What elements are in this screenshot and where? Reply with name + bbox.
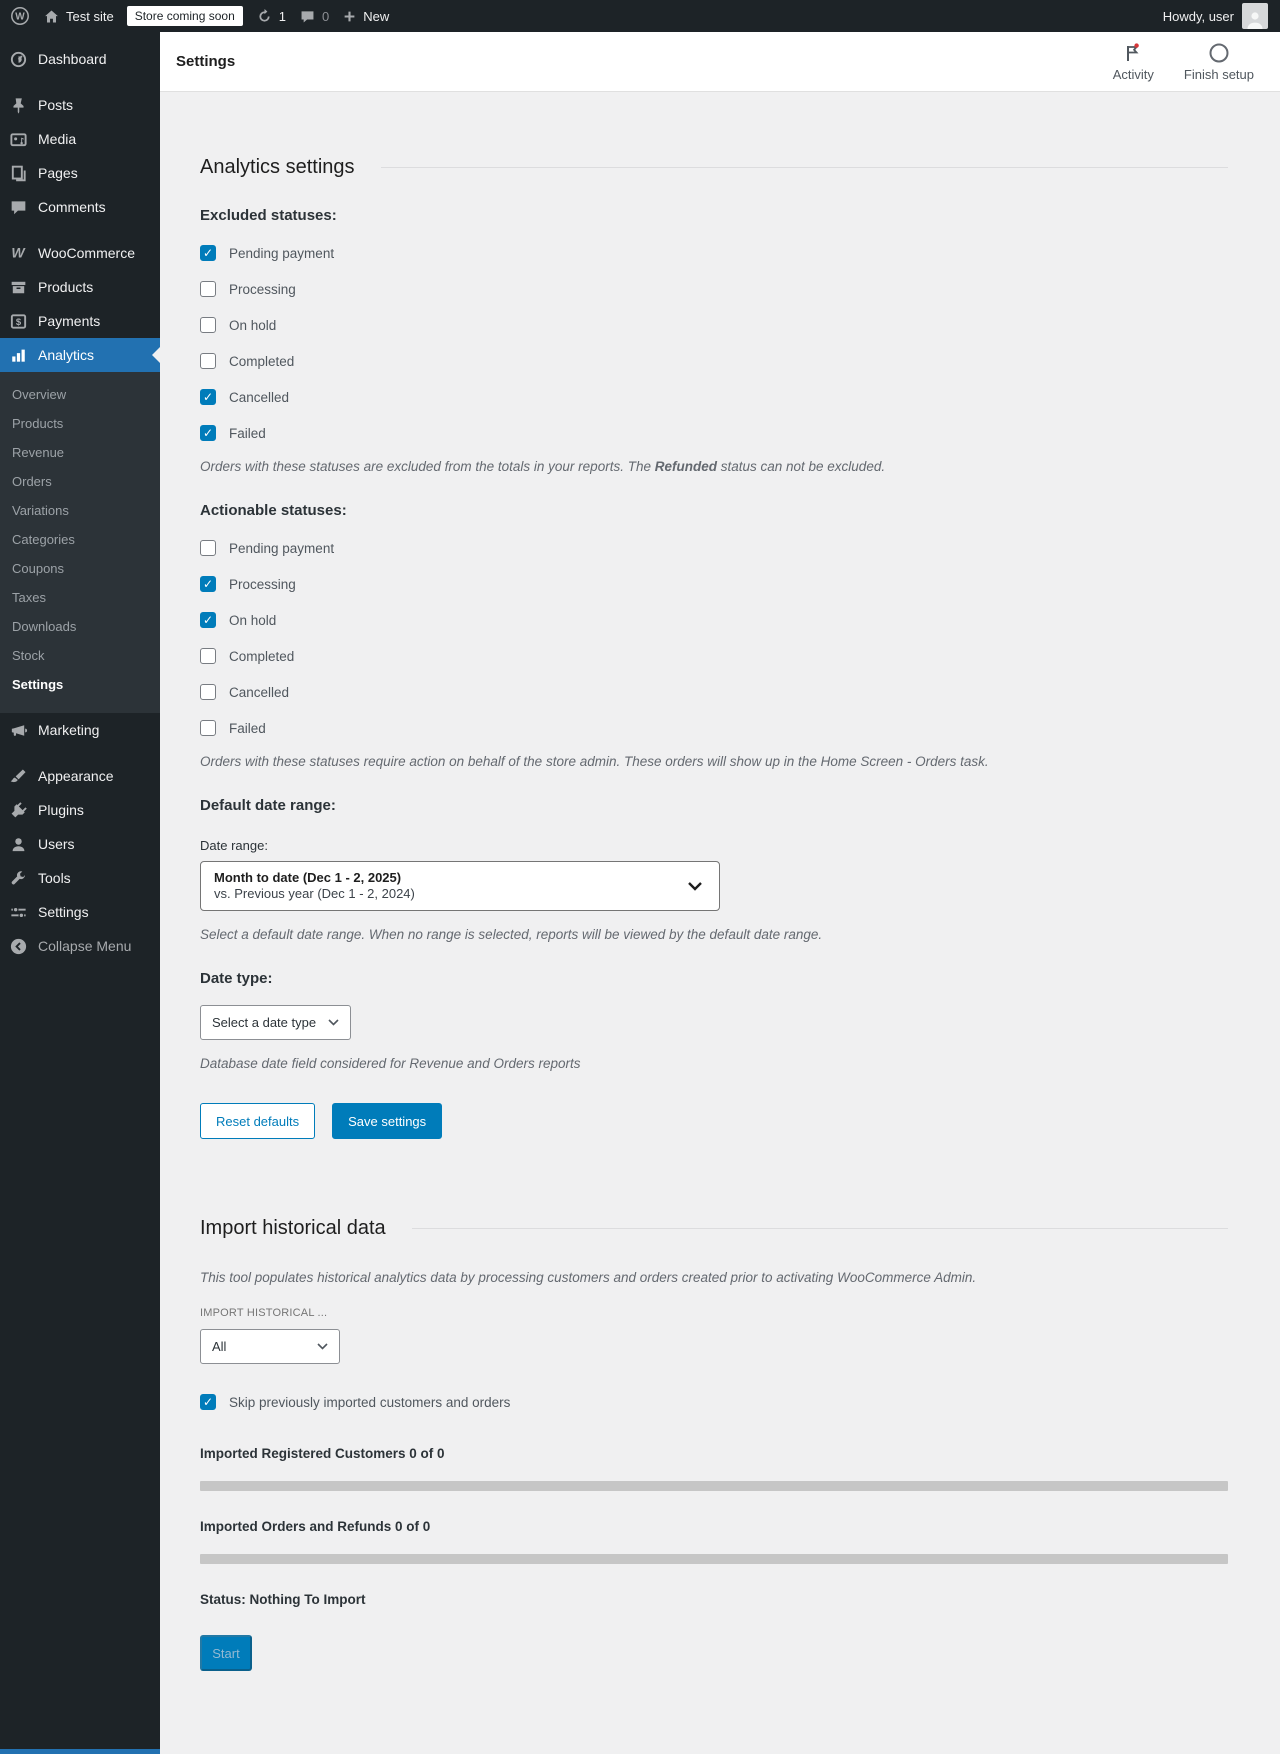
actionable-on-hold-row[interactable]: ✓ On hold [200, 610, 276, 630]
avatar [1242, 3, 1268, 29]
activity-flag-icon [1122, 42, 1144, 64]
payments-icon [8, 311, 28, 331]
checkbox[interactable] [200, 720, 216, 736]
excluded-on-hold-row[interactable]: On hold [200, 315, 276, 335]
actionable-failed-row[interactable]: Failed [200, 718, 266, 738]
bar-chart-icon [8, 345, 28, 365]
submenu-item-taxes[interactable]: Taxes [12, 590, 46, 605]
excluded-cancelled-row[interactable]: ✓ Cancelled [200, 387, 289, 407]
submenu-item-settings[interactable]: Settings [12, 677, 64, 692]
pages-icon [8, 163, 28, 183]
chevron-down-icon [687, 881, 703, 891]
checkbox[interactable] [200, 389, 216, 405]
default-date-range-heading: Default date range: [200, 797, 336, 814]
page-header [160, 32, 1280, 92]
date-type-select[interactable] [200, 1005, 351, 1040]
sidebar-item-posts[interactable]: Posts [0, 88, 160, 122]
finish-setup-button[interactable]: Finish setup [1184, 42, 1254, 82]
checkbox[interactable] [200, 540, 216, 556]
date-type-heading: Date type: [200, 970, 273, 987]
account-menu[interactable] [1163, 3, 1268, 29]
howdy-text: Howdy, user [1162, 8, 1234, 24]
checkbox[interactable] [200, 425, 216, 441]
brush-icon [8, 766, 28, 786]
plug-icon [8, 800, 28, 820]
imported-customers-progress-bar [200, 1481, 1228, 1491]
coming-soon-badge[interactable]: Store coming soon [127, 6, 243, 26]
main-content [160, 32, 1280, 1754]
excluded-failed-row[interactable]: ✓ Failed [200, 423, 266, 443]
submenu-item-revenue[interactable]: Revenue [12, 445, 65, 460]
submenu-item-categories[interactable]: Categories [12, 532, 75, 547]
sidebar-item-dashboard[interactable]: Dashboard [0, 42, 160, 76]
checkbox[interactable] [200, 648, 216, 664]
date-type-note: Database date field considered for Revenue and Orders reports [200, 1056, 581, 1071]
updates-menu[interactable] [256, 8, 286, 25]
save-settings-button[interactable]: Save settings [332, 1103, 442, 1139]
new-content-menu[interactable] [342, 9, 389, 24]
analytics-submenu [0, 372, 160, 713]
media-icon [8, 129, 28, 149]
comment-bubble-icon [299, 8, 316, 25]
wrench-icon [8, 868, 28, 888]
submenu-item-downloads[interactable]: Downloads [12, 619, 77, 634]
actionable-statuses-note: Orders with these statuses require action on behalf of the store admin. These orders will show up in the Home Screen - Orders task. [200, 754, 989, 769]
imported-orders-label: Imported Orders and Refunds 0 of 0 [200, 1519, 431, 1534]
excluded-statuses-heading: Excluded statuses: [200, 207, 337, 224]
sidebar-item-media[interactable]: Media [0, 122, 160, 156]
sidebar-item-comments[interactable]: Comments [0, 190, 160, 224]
actionable-cancelled-row[interactable]: Cancelled [200, 682, 289, 702]
checkbox[interactable] [200, 684, 216, 700]
start-import-button[interactable]: Start [200, 1635, 252, 1671]
import-description: This tool populates historical analytics data by processing customers and orders created prior to activating WooCommerce Admin. [200, 1270, 977, 1285]
checkbox[interactable] [200, 1394, 216, 1410]
checkbox[interactable] [200, 612, 216, 628]
checkbox[interactable] [200, 281, 216, 297]
imported-orders-progress-bar [200, 1554, 1228, 1564]
actionable-pending-payment-row[interactable]: Pending payment [200, 538, 334, 558]
date-range-value: Month to date (Dec 1 - 2, 2025) [214, 870, 402, 885]
date-type-value: Select a date type [212, 1015, 317, 1030]
pin-icon [8, 95, 28, 115]
archive-box-icon [8, 277, 28, 297]
submenu-item-products[interactable]: Products [12, 416, 64, 431]
home-icon [43, 8, 60, 25]
actionable-completed-row[interactable]: Completed [200, 646, 294, 666]
megaphone-icon [8, 720, 28, 740]
new-label: New [363, 8, 390, 24]
sidebar-item-woocommerce[interactable]: W WooCommerce [0, 236, 160, 270]
progress-circle-icon [1208, 42, 1230, 64]
date-range-label: Date range: [200, 838, 268, 853]
checkbox[interactable] [200, 245, 216, 261]
submenu-item-orders[interactable]: Orders [12, 474, 52, 489]
svg-text:W: W [15, 11, 25, 23]
actionable-statuses-heading: Actionable statuses: [200, 502, 347, 519]
comments-count: 0 [321, 8, 330, 24]
import-section-title [200, 1217, 1228, 1240]
excluded-statuses-note: Orders with these statuses are excluded from the totals in your reports. The Refunded status can not be excluded. [200, 459, 886, 474]
section-heading: Analytics settings [200, 156, 355, 178]
import-historical-field-label: IMPORT HISTORICAL ... [200, 1307, 328, 1319]
analytics-settings-section-title [200, 156, 1228, 179]
sidebar-item-marketing[interactable]: Marketing [0, 713, 160, 747]
imported-customers-label: Imported Registered Customers 0 of 0 [200, 1446, 445, 1461]
user-icon [8, 834, 28, 854]
sliders-icon [8, 902, 28, 922]
wordpress-logo-icon[interactable] [10, 6, 30, 26]
divider [412, 1228, 1228, 1229]
skip-imported-row[interactable]: ✓ Skip previously imported customers and orders [200, 1392, 510, 1412]
site-name: Test site [66, 8, 114, 24]
admin-bar [0, 0, 1280, 32]
actionable-processing-row[interactable]: ✓ Processing [200, 574, 296, 594]
date-range-select[interactable] [200, 861, 720, 911]
checkbox[interactable] [200, 317, 216, 333]
page-title: Settings [176, 53, 236, 70]
sidebar-item-appearance[interactable]: Appearance [0, 759, 160, 793]
sidebar-item-products[interactable]: Products [0, 270, 160, 304]
checkbox[interactable] [200, 353, 216, 369]
submenu-item-coupons[interactable]: Coupons [12, 561, 65, 576]
update-icon [256, 8, 273, 25]
date-range-comparison: vs. Previous year (Dec 1 - 2, 2024) [214, 886, 415, 901]
comments-menu[interactable] [299, 8, 329, 25]
comments-icon [8, 197, 28, 217]
sidebar-item-users[interactable]: Users [0, 827, 160, 861]
divider [381, 167, 1228, 168]
sidebar-item-tools[interactable]: Tools [0, 861, 160, 895]
submenu-item-variations[interactable]: Variations [12, 503, 69, 518]
admin-sidebar [0, 32, 160, 1754]
sidebar-item-plugins[interactable]: Plugins [0, 793, 160, 827]
excluded-processing-row[interactable]: Processing [200, 279, 296, 299]
sidebar-item-pages[interactable]: Pages [0, 156, 160, 190]
import-status: Status: Nothing To Import [200, 1592, 366, 1607]
checkbox[interactable] [200, 576, 216, 592]
import-period-value: All [212, 1339, 227, 1354]
sidebar-item-settings[interactable]: Settings [0, 895, 160, 929]
sidebar-item-analytics[interactable]: Analytics [0, 338, 160, 372]
submenu-item-stock[interactable]: Stock [12, 648, 45, 663]
excluded-pending-payment-row[interactable]: ✓ Pending payment [200, 243, 334, 263]
activity-button[interactable]: Activity [1113, 42, 1154, 82]
woocommerce-icon [8, 243, 28, 263]
collapse-arrow-icon [8, 936, 28, 956]
reset-defaults-button[interactable]: Reset defaults [200, 1103, 315, 1139]
collapse-menu-button[interactable]: Collapse Menu [0, 929, 160, 963]
svg-text:W: W [11, 244, 25, 261]
site-menu[interactable] [43, 8, 114, 25]
excluded-completed-row[interactable]: Completed [200, 351, 294, 371]
submenu-item-overview[interactable]: Overview [12, 387, 67, 402]
date-range-note: Select a default date range. When no range is selected, reports will be viewed by the default date range. [200, 927, 823, 942]
sidebar-item-payments[interactable]: $ Payments [0, 304, 160, 338]
plus-icon [342, 9, 357, 24]
import-period-select[interactable] [200, 1329, 340, 1364]
updates-count: 1 [278, 8, 286, 24]
chevron-down-icon [317, 1343, 328, 1350]
dashboard-icon [8, 49, 28, 69]
section-heading: Import historical data [200, 1217, 386, 1239]
svg-text:$: $ [15, 316, 21, 328]
chevron-down-icon [328, 1019, 339, 1026]
